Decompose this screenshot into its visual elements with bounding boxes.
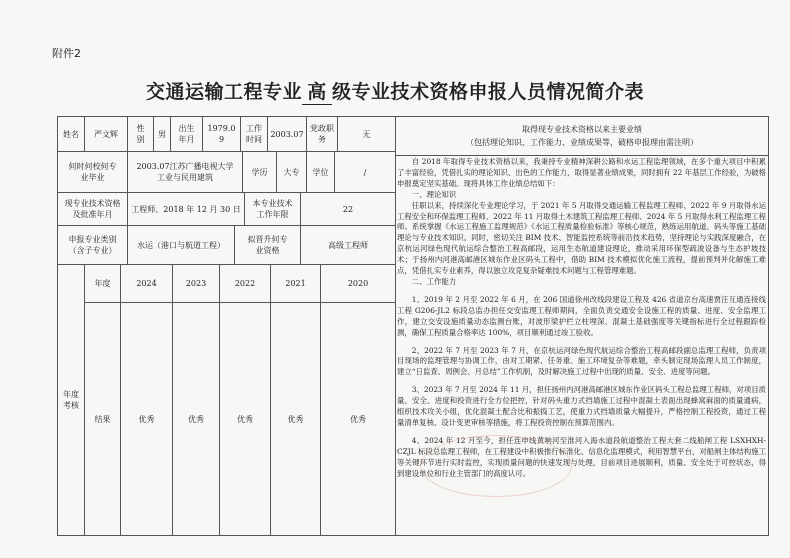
achievements-intro: 自 2018 年取得专业技术资格以来，我秉持专业精神深耕公路和水运工程监理领域，在多个重大项目中积累了丰富经验，凭借扎实的理论知识、出色的工作能力，取得显著业绩成果，同时拥有 22 年基层工作经验，为破格申报奠定坚实基础。现将具体工作业绩总结如下： <box>397 157 766 188</box>
plan-title-label: 拟晋升何专业资格 <box>247 235 288 255</box>
current-title-label: 现专业技术资格及批准年月 <box>64 199 121 219</box>
gender-label: 性别 <box>136 124 145 144</box>
party-label: 党政职务 <box>310 124 334 144</box>
current-title-value: 工程师、2018 年 12 月 30 日 <box>131 204 241 214</box>
achievements-title: 取得现专业技术资格以来主要业绩 <box>522 125 642 134</box>
section-theory-heading: 一、理论知识 <box>411 189 457 199</box>
work-years-label: 本专业技术工作年限 <box>252 199 293 219</box>
attachment-label: 附件2 <box>52 47 81 60</box>
annual-year-2020: 2020 <box>347 279 369 288</box>
annual-result-label: 结果 <box>94 414 111 424</box>
apply-category-label: 申报专业类别（含子专业） <box>68 235 117 255</box>
title-part-2: 级专业技术资格申报人员情况简介表 <box>332 81 645 103</box>
annual-result-2021: 优秀 <box>287 414 304 424</box>
degree-value: 大专 <box>283 167 300 177</box>
ability-item-4: 4、2024 年 12 月至今，担任连申线黄响河至淮河入海水道段航道整治工程大套二线船闸工程 LSXHXH-CZJL 标段总监理工程师，在工程建设中积极推行标准化、信息化监理模式，利用智慧平台，对船闸主体结构施工等关键环节进行实时监控，实现质量问题的快速发现与处理，目前项目进展顺利，质量、安全处于可控状态，得到建设单位和行业主管部门的高度认可。 <box>397 435 766 478</box>
section-ability-heading: 二、工作能力 <box>411 276 457 286</box>
work-label: 工作时间 <box>246 124 262 144</box>
apply-category-value: 水运（港口与航道工程） <box>137 240 225 250</box>
education-value: 2003.07江苏广播电视大学工业与民用建筑 <box>136 162 234 182</box>
annual-year-2021: 2021 <box>285 279 306 288</box>
xuewei-value: / <box>363 167 367 177</box>
education-label: 何时何校何专业毕业 <box>68 162 117 182</box>
annual-assessment-label: 年度考核 <box>63 390 79 410</box>
annual-result-2022: 优秀 <box>237 414 253 424</box>
annual-result-2020: 优秀 <box>350 414 366 424</box>
section-theory-text: 任职以来，持续深化专业理论学习，于 2021 年 5 月取得交通运输工程监理工程师、2022 年 9 月取得水运工程安全和环保监理工程师、2022 年 11 月取得土木建筑工程监理工程师、2024 年 5 月取得水利工程监理工程师。系统掌握《水运工程施工监理规范》《水运工程质量检验标准》等核心规范，熟练运用航道、码头等施工基础理论与专业技术知识。同时，密切关注 BIM 技术、智能监控系统等前沿技术趋势，坚持理论与实践深度融合，在京杭运河绿色现代航运综合整治工程高邮段，运用生态航道建设理论，推动采用环保型疏浚设备与生态护坡技术；于扬州内河港高邮港区城东作业区码头工程中，借助 BIM 技术模拟优化施工流程，提前预判并化解施工难点，凭借扎实专业素养，得以独立攻克复杂疑难技术问题与工程管理难题。 <box>397 200 766 276</box>
annual-year-label: 年度 <box>94 279 111 288</box>
name-label: 姓名 <box>63 129 79 139</box>
achievements-subtitle: （包括理论知识、工作能力、业绩成果等，破格申报理由需注明） <box>466 138 698 147</box>
annual-year-2022: 2022 <box>234 279 256 288</box>
work-value: 2003.07 <box>270 129 304 139</box>
ability-item-2: 2、2022 年 7 月至 2023 年 7 月，在京杭运河绿色现代航运综合整治工程高邮段副总监理工程师，负责项目现场的监理管理与协调工作，由对工期紧、任务重、施工环境复杂等难题，牵头制定现场监理人员工作制度，建立“日监查、周例会、月总结”工作机制，及时解决施工过程中出现的质量、安全、进度等问题。 <box>397 345 766 377</box>
page-title <box>0 77 790 105</box>
annual-year-2024: 2024 <box>136 279 157 288</box>
degree-label: 学历 <box>251 167 268 177</box>
gender-value: 男 <box>158 129 166 139</box>
birth-label: 出生年月 <box>178 124 195 144</box>
work-years-value: 22 <box>342 204 354 214</box>
achievements-body <box>397 157 766 535</box>
name-value: 严文辉 <box>94 129 118 139</box>
party-value: 无 <box>362 129 371 139</box>
annual-result-2023: 优秀 <box>188 414 204 424</box>
annual-year-2023: 2023 <box>185 279 207 288</box>
achievements-header <box>396 117 768 155</box>
ability-item-1: 1、2019 年 2 月至 2022 年 6 月，在 206 国道徐州改线段建设工程及 426 省道京台高速贾汪互通连接线工程 G206-JL2 标段总监办担任交安监理工程师期间，全面负责交通安全设施工程的质量、进度、安全监理工作，建立交安设施质量动态监测台账，对波形梁护栏立柱埋深、混凝土基础强度等关键指标进行全过程跟踪检测，确保工程质量合格率达 100%，项目顺利通过竣工验收。 <box>397 294 766 337</box>
title-part-1: 交通运输工程专业 <box>145 81 302 103</box>
xuewei-label: 学位 <box>312 167 329 177</box>
title-level: 高 <box>302 77 332 105</box>
birth-value: 1979.09 <box>207 124 236 144</box>
plan-title-value: 高级工程师 <box>328 240 368 250</box>
ability-item-3: 3、2023 年 7 月至 2024 年 11 月，担任扬州内河港高邮港区城东作业区码头工程总监理工程师，对项目质量、安全、进度和投资进行全方位把控，针对码头重力式挡墙施工过程中混凝土表面出现蜂窝麻面的质量通病，组织技术攻关小组，优化混凝土配合比和振捣工艺，使重力式挡墙质量大幅提升，严格控制工程投资，通过工程量清单复核、设计变更审核等措施，将工程投资控制在预算范围内。 <box>397 385 766 427</box>
annual-result-2024: 优秀 <box>138 414 155 424</box>
